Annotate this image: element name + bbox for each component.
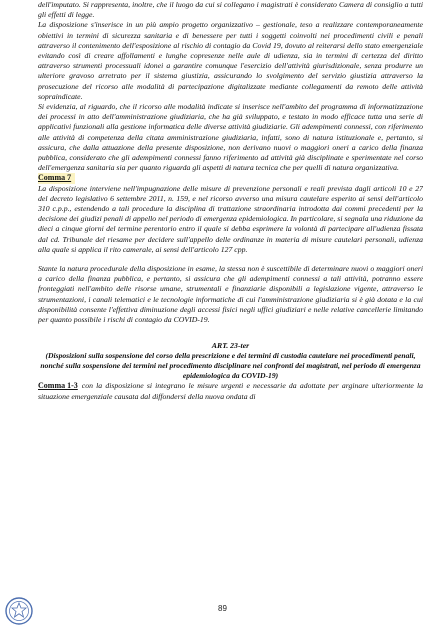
paragraph-intro-end: dell'imputato. Si rappresenta, inoltre, che il luogo da cui si collegano i magistrati è considerato Camera di consiglio a tutti gli effetti di legge. xyxy=(38,0,423,20)
comma7-text: La disposizione interviene nell'impugnazione delle misure di prevenzione personali e reali prevista dagli articoli 10 e 27 del decreto legislativo 6 settembre 2011, n. 159, e nel ricorso avverso una misura cautelare esperito ai sensi dell'articolo 310 c.p.p., estendendo a tali procedure la disciplina di trattazione straordinaria introdotta dai commi precedenti per la decisione dei giudizi penali di appello nel periodo di emergenza epidemiologica. In particolare, si segnala una riduzione da dieci a cinque giorni del termine perentorio entro il quale si debba esprimere la volontà di partecipare all'udienza fissata dal cd. Tribunale del riesame per decidere sull'appello delle ordinanze in materia di misure cautelari personali, udienza alla quale si applica il rito camerale, ai sensi dell'articolo 127 cpp. xyxy=(38,183,423,254)
comma1-3-text: con la disposizione si integrano le misure urgenti e necessarie da adottate per arginare ulteriormente la situazione emergenziale causata dal diffondersi della nuova ondata di xyxy=(38,381,423,401)
spacer xyxy=(38,325,423,341)
comma7-label: Comma 7 xyxy=(38,173,75,183)
comma1-3-label: Comma 1-3 xyxy=(38,381,78,391)
document-page xyxy=(38,0,423,600)
article-title: ART. 23-ter xyxy=(211,341,250,351)
paragraph-procedural-nature: Stante la natura procedurale della disposizione in esame, la stessa non è suscettibile di determinare nuovi o maggiori oneri a carico della finanza pubblica, e pertanto, si assicura che gli adempimenti connessi a tali attività, potranno essere fronteggiati nell'ambito delle risorse umane, strumentali e finanziarie disponibili a legislazione vigente, attraverso le strumentazioni, i canali telematici e le tecnologie informatiche di cui l'amministrazione giudiziaria si è già dotata e la cui disponibilità consente l'effettiva diminuzione degli accessi fisici negli uffici giudiziari e nelle relative cancellerie limitando per quanto possibile i rischi di contagio da COVID-19. xyxy=(38,264,423,325)
comma1-3-paragraph xyxy=(38,381,423,401)
page-number: 89 xyxy=(218,604,227,613)
paragraph-informatization: Si evidenzia, al riguardo, che il ricorso alle modalità indicate si inserisce nell'ambito del programma di informatizzazione dei processi in atto dell'amministrazione giudiziaria, che ha già sviluppato, e testato in modo efficace tutta una serie di applicativi funzionali alla gestione informatica delle diverse attività giudiziarie. Gli adempimenti connessi, con riferimento alle attività di competenza della citata amministrazione giudiziaria, infatti, sono di natura istituzionale e, pertanto, si assicura, che dalla attuazione della presente disposizione, non derivano nuovi o maggiori oneri a carico della finanza pubblica, considerato che gli adempimenti connessi fanno riferimento ad attività già disciplinate e sperimentate nel corso dell'emergenza sanitaria sia per quanto riguarda gli aspetti di natura tecnica che per quelli di natura organizzativa. xyxy=(38,102,423,173)
spacer xyxy=(38,255,423,264)
comma7-section xyxy=(38,173,423,183)
article-subtitle: (Disposizioni sulla sospensione del corso della prescrizione e dei termini di custodia cautelare nei procedimenti penali, nonché sulla sospensione dei termini nel procedimento disciplinare nei confronti dei magistrati, nel periodo di emergenza epidemiologica da COVID-19) xyxy=(40,351,421,381)
paragraph-organizational-project: La disposizione s'inserisce in un più ampio progetto organizzativo – gestionale, teso a realizzare contemporaneamente obiettivi in termini di sicurezza sanitaria e di benessere per tutti i soggetti coinvolti nei procedimenti civili e penali attraverso il contenimento dell'esposizione al rischio di contagio da Covid 19, dovuto al reiterarsi dello stato emergenziale evitando così di creare affollamenti e lunghe copresenze nelle aule di udienza, sia in termini di certezza del diritto attraverso strumenti processuali idonei a garantire comunque l'esercizio dell'attività giurisdizionale, senza produrre un ulteriore gravoso arretrato per il sistema giustizia, assicurando lo svolgimento del servizio giustizia attraverso la prosecuzione del ricorso alle modalità di partecipazione digitalizzate mediante collegamenti da remoto delle attività sopraindicate. xyxy=(38,20,423,101)
